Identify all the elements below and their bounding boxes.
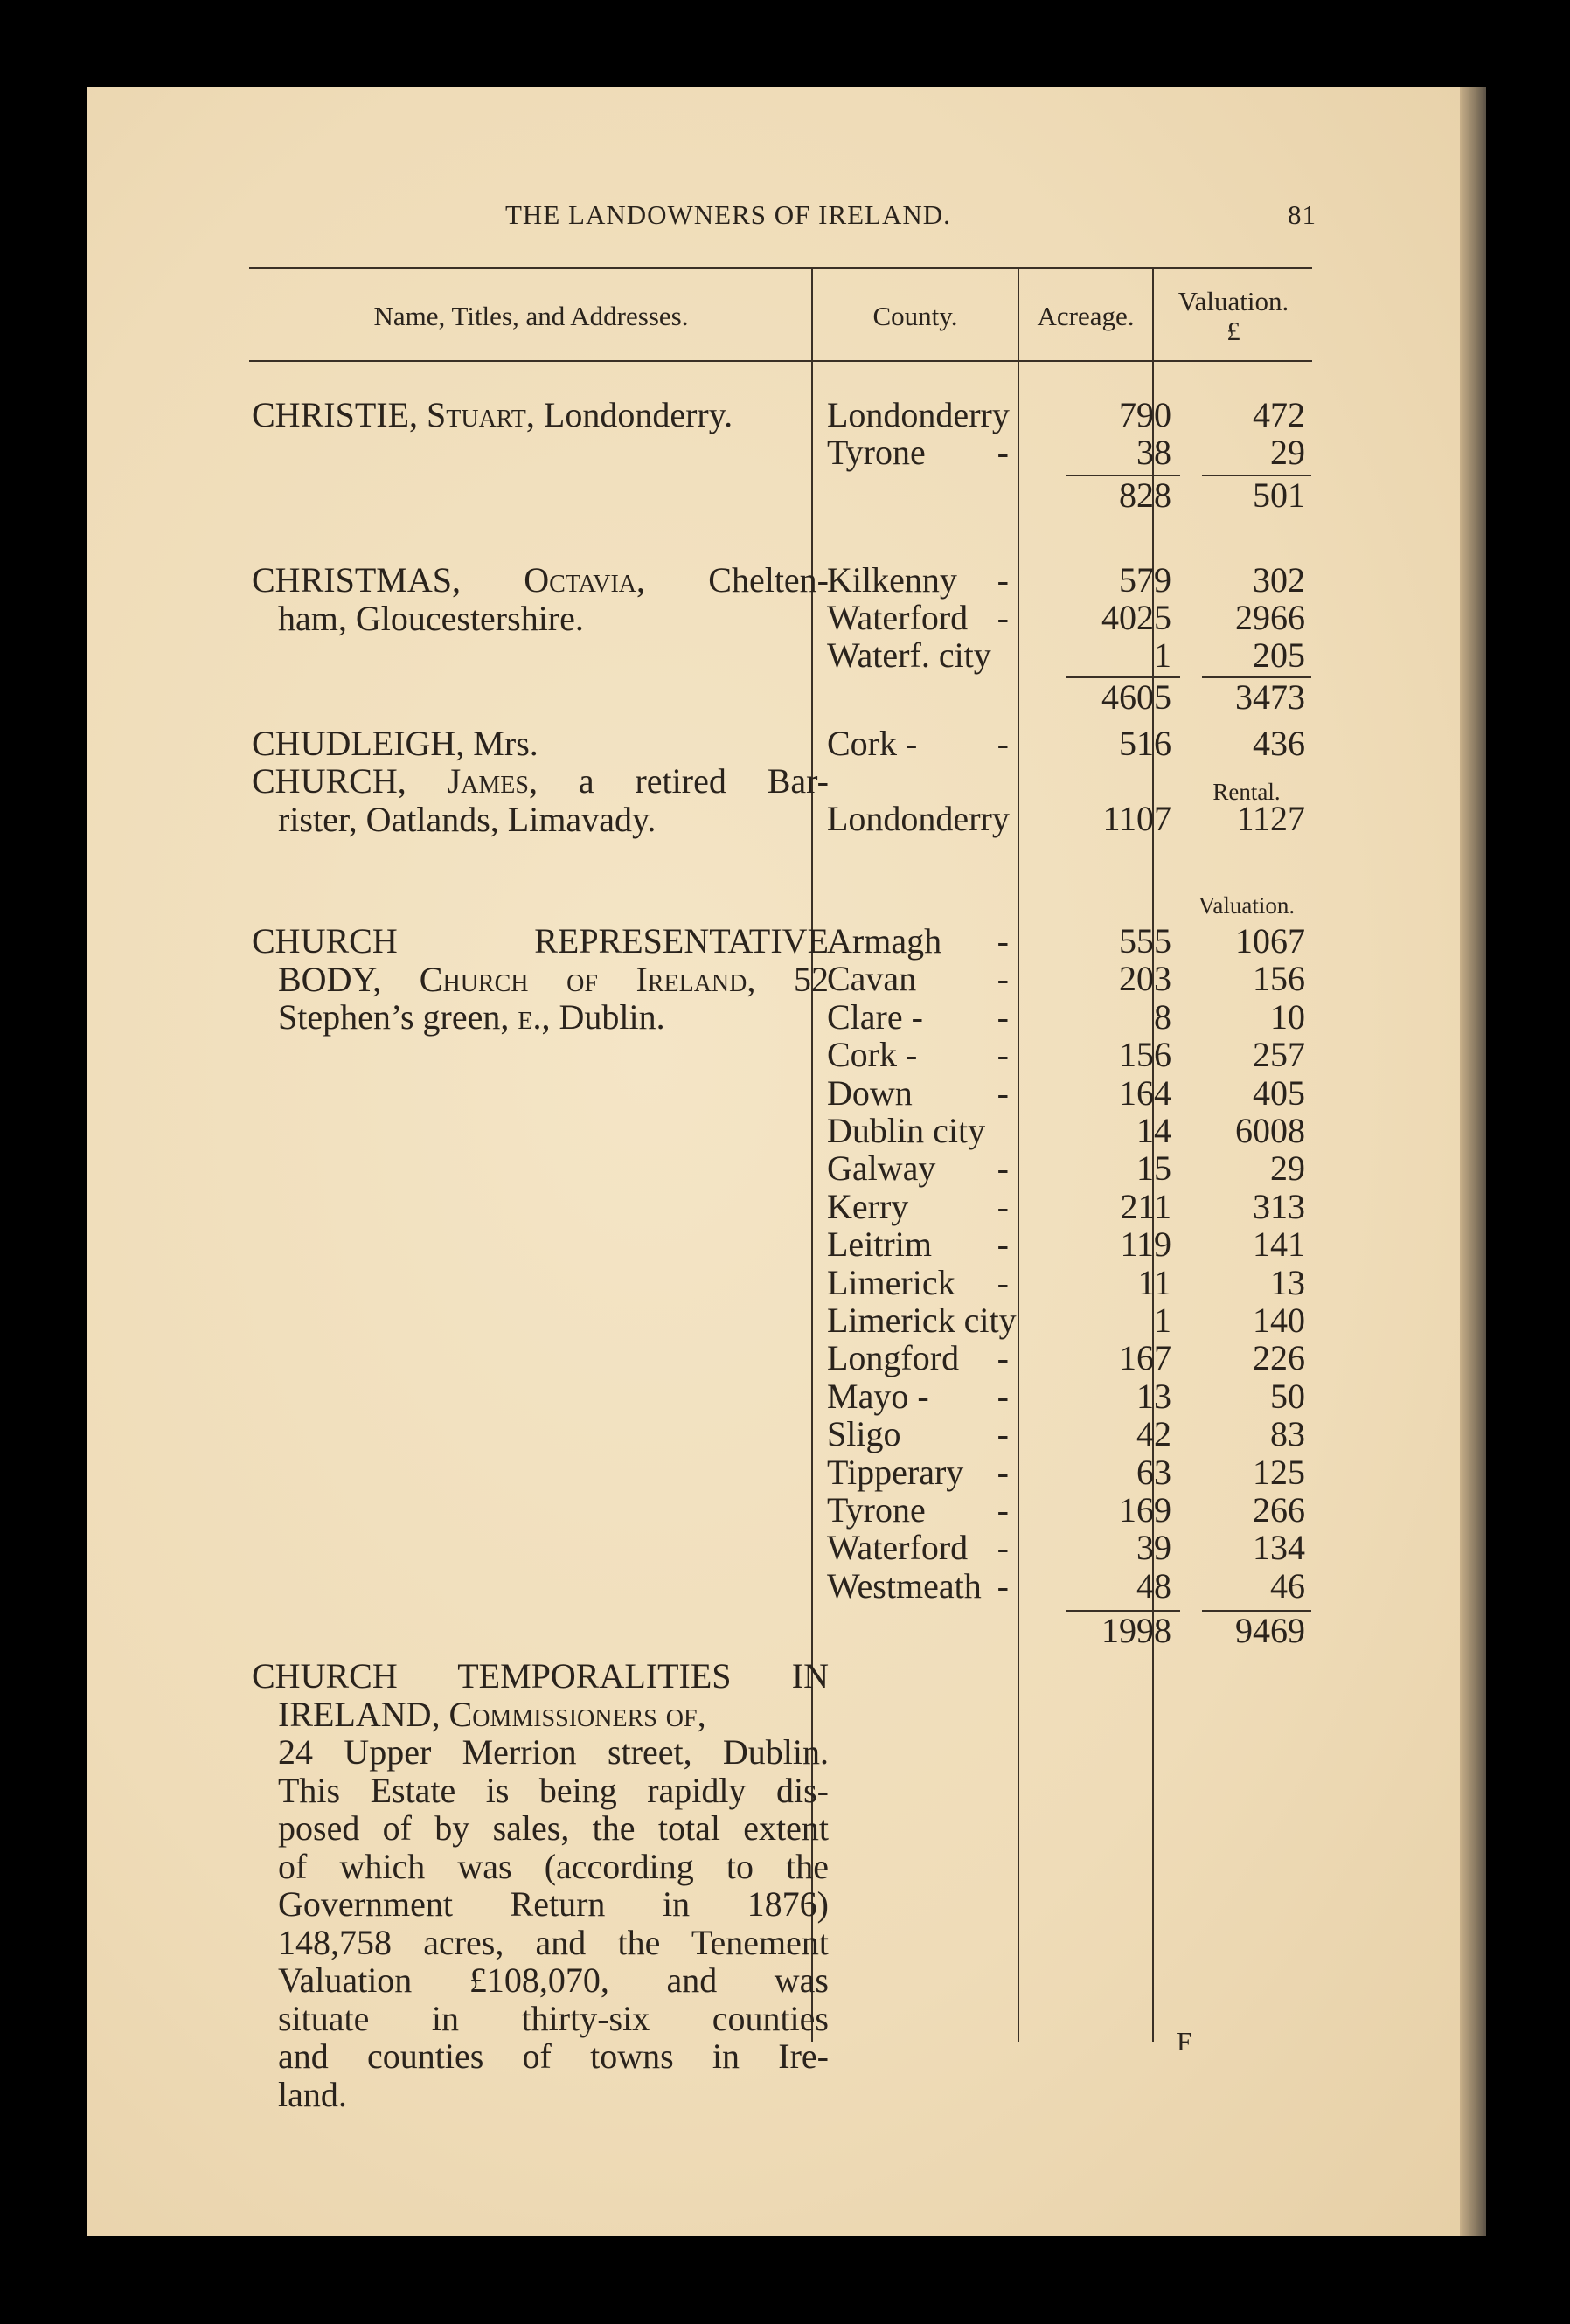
valuation-total: 3473 (1235, 677, 1305, 717)
column-header-valuation (1156, 287, 1311, 346)
county-cell (827, 1567, 1009, 1606)
valuation-cell: 1067 (1235, 921, 1305, 961)
county-cell (827, 599, 1009, 637)
name-smallcaps: James (447, 761, 529, 801)
county-cell (827, 1301, 1017, 1340)
valuation-cell: 134 (1253, 1528, 1305, 1568)
county-name: Waterford (827, 598, 969, 637)
entry-body-line: 148,758 acres, and the Tenement (278, 1922, 829, 1962)
county-cell (827, 1264, 1009, 1302)
entry-name-line: CHUDLEIGH, Mrs. (252, 724, 538, 763)
acreage-total: 4605 (1101, 677, 1171, 717)
name-text: Stephen’s green, (278, 997, 518, 1037)
county-cell (827, 1377, 1009, 1416)
column-header-acreage: Acreage. (1037, 301, 1135, 331)
name-text: , a retired Bar- (528, 761, 830, 801)
acreage-total: 828 (1119, 475, 1171, 515)
valuation-cell: 83 (1270, 1414, 1305, 1454)
acreage-cell: 203 (1119, 959, 1171, 999)
leader-dash: - (997, 1224, 1009, 1265)
county-name: Tyrone (827, 1490, 926, 1530)
leader-dash: - (997, 724, 1009, 763)
entry-christmas (252, 561, 829, 637)
county-name: Tipperary (827, 1452, 964, 1492)
valuation-cell: 436 (1253, 724, 1305, 763)
entry-body-line: of which was (according to the (278, 1846, 829, 1886)
county-cell (827, 1074, 1009, 1113)
valuation-cell: 302 (1253, 560, 1305, 600)
leader-dash: - (997, 996, 1009, 1037)
county-name: Dublin city (827, 1111, 986, 1150)
valuation-cell: 226 (1253, 1338, 1305, 1378)
leader-dash: - (997, 1035, 1009, 1075)
acreage-total: 1998 (1101, 1611, 1171, 1650)
entry-body-line: land. (278, 2074, 347, 2114)
leader-dash: - (997, 1186, 1009, 1226)
acreage-cell: 167 (1119, 1338, 1171, 1378)
acreage-cell: 156 (1119, 1035, 1171, 1075)
entry-christie (252, 396, 829, 434)
name-smallcaps: e. (518, 997, 542, 1037)
acreage-cell: 1107 (1102, 799, 1171, 838)
county-name: Limerick (827, 1262, 955, 1302)
valuation-cell: 125 (1253, 1452, 1305, 1492)
valuation-cell: 2966 (1235, 598, 1305, 637)
county-name: Galway (827, 1148, 936, 1189)
entry-church-temporalities (252, 1657, 829, 2113)
valuation-cell: 205 (1253, 635, 1305, 675)
top-rule (249, 267, 891, 269)
valuation-cell: 257 (1253, 1035, 1305, 1075)
valuation-cell: 13 (1270, 1262, 1305, 1302)
acreage-cell: 119 (1120, 1224, 1171, 1265)
top-rule-right (891, 267, 1312, 269)
entry-body-line: 24 Upper Merrion street, Dublin. (278, 1732, 829, 1772)
county-name: Clare - (827, 996, 923, 1037)
page-edge (1460, 87, 1486, 2236)
county-name: Mayo - (827, 1376, 929, 1416)
acreage-cell: 1 (1154, 635, 1171, 675)
leader-dash: - (997, 921, 1009, 961)
valuation-unit: £ (1226, 316, 1240, 346)
county-name: Waterford (827, 1528, 969, 1568)
name-text: , (697, 1694, 706, 1734)
leader-dash: - (997, 959, 1009, 999)
acreage-cell: 790 (1119, 395, 1171, 434)
acreage-cell: 38 (1136, 433, 1171, 472)
county-cell (827, 1529, 1009, 1567)
leader-dash: - (997, 1414, 1009, 1454)
county-name: Longford (827, 1338, 960, 1378)
county-name: Down (827, 1072, 913, 1113)
county-name: Cork - (827, 1035, 918, 1075)
name-text: , Chelten- (636, 560, 829, 600)
entry-body-line: situate in thirty-six counties (278, 1998, 829, 2038)
name-text: , Londonderry. (525, 395, 733, 434)
valuation-total: 501 (1253, 475, 1305, 515)
acreage-cell: 13 (1136, 1376, 1171, 1416)
name-text: , Dublin. (541, 997, 665, 1037)
leader-dash: - (997, 1490, 1009, 1530)
acreage-cell: 169 (1119, 1490, 1171, 1530)
county-cell (827, 1036, 1009, 1074)
valuation-note: Valuation. (1198, 892, 1296, 919)
acreage-cell: 39 (1136, 1528, 1171, 1568)
divider-county-acreage (1018, 267, 1019, 2042)
page-number: 81 (1288, 199, 1316, 230)
valuation-cell: 266 (1253, 1490, 1305, 1530)
valuation-cell: 46 (1270, 1565, 1305, 1606)
county-cell (827, 1225, 1009, 1264)
running-title: THE LANDOWNERS OF IRELAND. (505, 199, 951, 230)
name-smallcaps: Octavia (524, 560, 637, 600)
name-text: CHURCH, (252, 761, 448, 801)
leader-dash: - (997, 1262, 1009, 1302)
acreage-cell: 211 (1120, 1186, 1171, 1226)
entry-church-representative-body (252, 922, 829, 1037)
leader-dash: - (997, 433, 1009, 472)
entry-name-line (252, 1696, 829, 1734)
valuation-cell: 472 (1253, 395, 1305, 434)
acreage-cell: 579 (1119, 560, 1171, 600)
county-cell (827, 998, 1009, 1037)
column-header-county: County. (872, 301, 958, 331)
name-smallcaps: Commissioners of (448, 1694, 698, 1734)
valuation-cell: 29 (1270, 1148, 1305, 1189)
entry-name-line (252, 396, 829, 434)
leader-dash: - (997, 1072, 1009, 1113)
leader-dash: - (997, 1148, 1009, 1189)
county-cell: Waterf. city (827, 635, 991, 675)
acreage-cell: 164 (1119, 1072, 1171, 1113)
county-name: Leitrim (827, 1224, 932, 1265)
rental-note: Rental. (1212, 779, 1281, 805)
name-smallcaps: Stuart (427, 395, 526, 434)
county-cell (827, 922, 1009, 961)
county-cell: Londonderry (827, 799, 1010, 838)
entry-church-james (252, 762, 829, 838)
valuation-cell: 140 (1253, 1301, 1305, 1340)
name-text: IRELAND, (278, 1694, 449, 1734)
entry-name-line: CHURCH REPRESENTATIVE (252, 921, 829, 961)
county-cell (827, 1339, 1009, 1377)
leader-dash: - (997, 1338, 1009, 1378)
entry-body-line: Valuation £108,070, and was (278, 1960, 829, 2000)
entry-name-line (252, 561, 829, 600)
entry-name-line (252, 961, 829, 999)
county-name: Limerick city (827, 1301, 1017, 1340)
name-text: CHRISTIE, (252, 395, 427, 434)
entry-body-line: Government Return in 1876) (278, 1884, 829, 1924)
entry-body-line: posed of by sales, the total extent (278, 1808, 829, 1848)
county-cell (827, 561, 1009, 600)
valuation-cell: 10 (1270, 996, 1305, 1037)
county-name: Cavan (827, 959, 917, 999)
name-smallcaps: Church of Ireland (419, 959, 747, 999)
county-cell (827, 1149, 1009, 1188)
acreage-cell: 8 (1154, 996, 1171, 1037)
acreage-cell: 516 (1119, 724, 1171, 763)
valuation-total: 9469 (1235, 1611, 1305, 1650)
leader-dash: - (997, 560, 1009, 600)
leader-dash: - (997, 598, 1009, 637)
county-name: Cork - (827, 724, 918, 763)
valuation-cell: 141 (1253, 1224, 1305, 1265)
entry-chudleigh (252, 725, 829, 763)
acreage-cell: 48 (1136, 1565, 1171, 1606)
valuation-cell: 405 (1253, 1072, 1305, 1113)
county-name: Westmeath (827, 1565, 982, 1606)
county-cell (827, 725, 1009, 763)
leader-dash: - (997, 1565, 1009, 1606)
acreage-cell: 4025 (1101, 598, 1171, 637)
county-cell: Londonderry (827, 395, 1010, 434)
county-name: Kilkenny (827, 560, 957, 600)
leader-dash: - (997, 1452, 1009, 1492)
entry-body-line: This Estate is being rapidly dis- (278, 1770, 829, 1810)
county-cell (827, 1453, 1009, 1492)
acreage-cell: 11 (1137, 1262, 1171, 1302)
county-cell (827, 1415, 1009, 1453)
county-name: Kerry (827, 1186, 909, 1226)
valuation-label: Valuation. (1178, 286, 1289, 316)
column-header-name: Name, Titles, and Addresses. (373, 301, 689, 331)
book-page (87, 87, 1486, 2236)
entry-address-line: ham, Gloucestershire. (278, 598, 584, 638)
entry-address-line (252, 998, 829, 1037)
leader-dash: - (997, 1376, 1009, 1416)
valuation-cell: 50 (1270, 1376, 1305, 1416)
valuation-cell: 29 (1270, 433, 1305, 472)
entry-address-line: rister, Oatlands, Limavady. (278, 799, 656, 839)
signature-mark: F (1177, 2026, 1192, 2057)
name-text: BODY, (278, 959, 420, 999)
acreage-cell: 555 (1119, 921, 1171, 961)
county-cell (827, 1491, 1009, 1530)
valuation-cell: 156 (1253, 959, 1305, 999)
county-cell (827, 960, 1009, 998)
acreage-cell: 15 (1136, 1148, 1171, 1189)
county-name: Tyrone (827, 433, 926, 472)
name-text: CHRISTMAS, (252, 560, 524, 600)
acreage-cell: 63 (1136, 1452, 1171, 1492)
leader-dash: - (997, 1528, 1009, 1568)
valuation-cell: 313 (1253, 1186, 1305, 1226)
acreage-cell: 14 (1136, 1111, 1171, 1150)
entry-body-line: and counties of towns in Ire- (278, 2036, 829, 2076)
acreage-cell: 1 (1154, 1301, 1171, 1340)
entry-name-line: CHURCH TEMPORALITIES IN (252, 1656, 829, 1696)
county-name: Armagh (827, 921, 942, 961)
valuation-cell: 1127 (1236, 799, 1305, 838)
acreage-cell: 42 (1136, 1414, 1171, 1454)
county-name: Sligo (827, 1414, 901, 1454)
name-text: , 52 (747, 959, 829, 999)
entry-name-line (252, 762, 829, 801)
county-cell (827, 1188, 1009, 1226)
county-cell (827, 1112, 1009, 1150)
valuation-cell: 6008 (1235, 1111, 1305, 1150)
county-cell (827, 434, 1009, 472)
